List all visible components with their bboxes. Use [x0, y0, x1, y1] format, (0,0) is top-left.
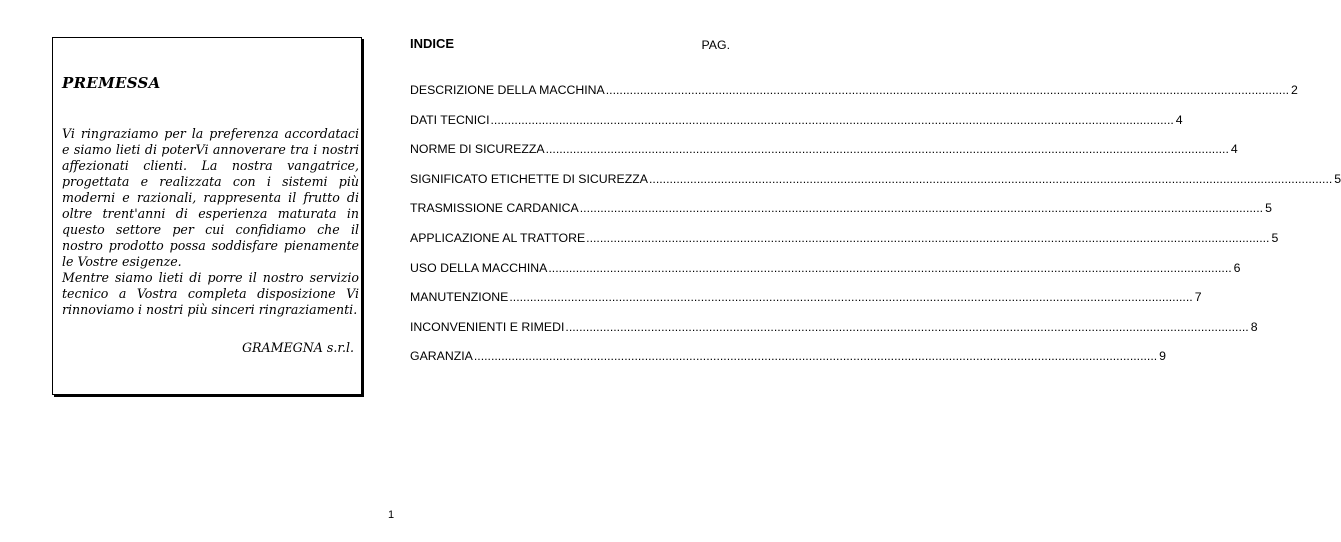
- index-entry-page: 8: [1250, 319, 1258, 334]
- index-header: [410, 36, 730, 56]
- index-entry-leader: ........................................................................................................................................................................................................: [565, 319, 1249, 334]
- index-entry-leader: ........................................................................................................................................................................................................: [545, 142, 1229, 157]
- index-entry-leader: ........................................................................................................................................................................................................: [579, 201, 1264, 216]
- index-entry-label: INCONVENIENTI E RIMEDI: [410, 319, 565, 334]
- index-entry: [410, 201, 1272, 231]
- index-entry-page: 5: [1334, 171, 1341, 186]
- premessa-title: PREMESSA: [62, 74, 161, 92]
- index-entry-page: 4: [1175, 112, 1183, 127]
- index-entry: [410, 290, 1202, 320]
- index-entry-label: DATI TECNICI: [410, 112, 490, 127]
- premessa-body: [62, 126, 359, 318]
- index-entry-label: APPLICAZIONE AL TRATTORE: [410, 230, 586, 245]
- index-entry-label: SIGNIFICATO ETICHETTE DI SICUREZZA: [410, 171, 648, 186]
- index-entry-label: TRASMISSIONE CARDANICA: [410, 201, 579, 216]
- index-entry: [410, 83, 1298, 113]
- index-entry-page: 4: [1230, 142, 1238, 157]
- page-number: 1: [388, 509, 395, 521]
- index-entry-page: 2: [1291, 83, 1298, 97]
- index-section: [410, 36, 1341, 364]
- index-entry-label: NORME DI SICUREZZA: [410, 142, 545, 157]
- index-list: [410, 83, 1341, 379]
- index-entry-label: MANUTENZIONE: [410, 290, 509, 305]
- index-entry-leader: ........................................................................................................................................................................................................: [473, 349, 1158, 364]
- index-entry: [410, 260, 1241, 291]
- index-entry-page: 5: [1271, 230, 1279, 245]
- index-entry: [410, 142, 1238, 172]
- index-entry-page: 6: [1233, 260, 1241, 275]
- index-entry-leader: ........................................................................................................................................................................................................: [490, 112, 1174, 127]
- index-entry: [410, 319, 1258, 350]
- index-entry: [410, 349, 1167, 379]
- index-page-column-label: PAG.: [701, 38, 730, 52]
- index-entry-leader: ........................................................................................................................................................................................................: [605, 83, 1290, 97]
- premessa-box: [52, 37, 362, 395]
- index-entry-leader: ........................................................................................................................................................................................................: [648, 171, 1333, 186]
- index-entry-label: DESCRIZIONE DELLA MACCHINA: [410, 83, 605, 97]
- index-entry: [410, 171, 1341, 202]
- index-entry-label: GARANZIA: [410, 349, 473, 364]
- company-signature: GRAMEGNA s.r.l.: [241, 340, 354, 355]
- index-entry-leader: ........................................................................................................................................................................................................: [509, 290, 1193, 305]
- index-entry-leader: ........................................................................................................................................................................................................: [548, 260, 1232, 275]
- index-entry-page: 9: [1159, 349, 1167, 364]
- premessa-paragraph: Mentre siamo lieti di porre il nostro servizio tecnico a Vostra completa disposizione Vi rinnoviamo i nostri più sinceri ringraziamenti.: [62, 270, 359, 317]
- index-entry-leader: ........................................................................................................................................................................................................: [586, 230, 1270, 245]
- premessa-paragraph: Vi ringraziamo per la preferenza accordataci e siamo lieti di poterVi annoverare tra i nostri affezionati clienti. La nostra vangatrice, progettata e realizzata con i sistemi più moderni e razionali, rappresenta il frutto di oltre trent'anni di esperienza maturata in questo settore per cui confidiamo che il nostro prodotto possa soddisfare pienamente le Vostre esigenze.: [62, 126, 359, 269]
- index-entry-page: 7: [1194, 290, 1202, 305]
- index-entry-page: 5: [1265, 201, 1272, 216]
- index-title: INDICE: [410, 36, 455, 51]
- index-entry-label: USO DELLA MACCHINA: [410, 260, 548, 275]
- index-entry: [410, 230, 1279, 261]
- index-entry: [410, 112, 1183, 143]
